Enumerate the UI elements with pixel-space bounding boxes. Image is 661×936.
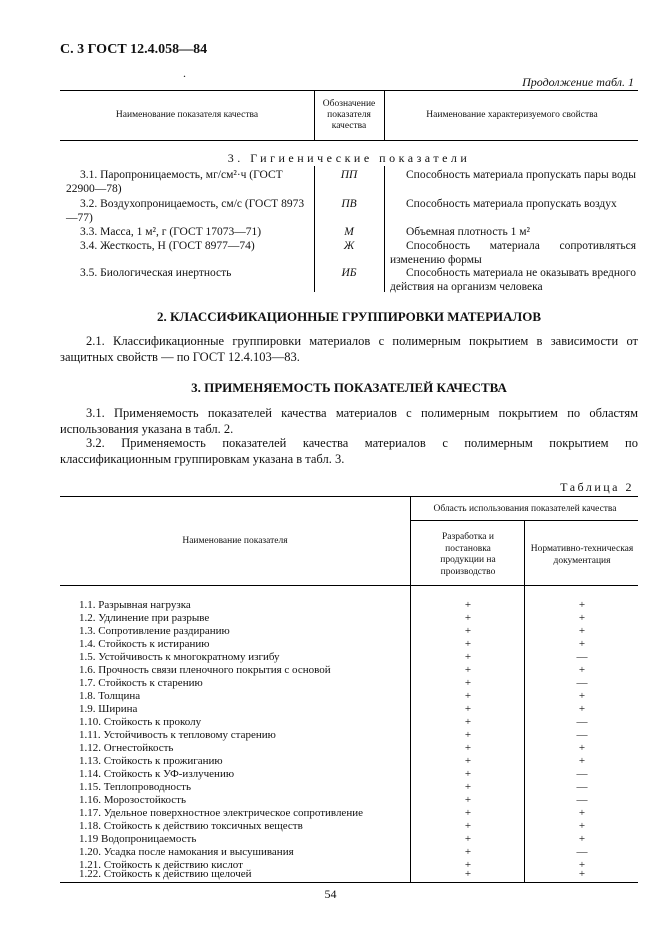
table2-row: [60, 664, 638, 677]
table2-row: [60, 794, 638, 807]
row-name: 1.14. Стойкость к УФ-излучению: [79, 768, 235, 780]
table2-row: [60, 781, 638, 794]
row-doc-value: +: [578, 638, 586, 650]
row-name: 1.20. Усадка после намокания и высушивания: [79, 846, 294, 858]
t1-row2-name: 3.2. Воздухопроницаемость, см/с (ГОСТ 8973—77): [66, 198, 305, 224]
row-doc-value: +: [578, 625, 586, 637]
table2-header-area: Область использования показателей качества: [433, 504, 617, 514]
row-doc-value: +: [578, 833, 586, 845]
row-dev-value: +: [464, 868, 472, 880]
t1-row1-code: ПП: [340, 169, 358, 181]
stray-dot: .: [183, 66, 186, 80]
row-doc-value: +: [578, 703, 586, 715]
t1-row4-name: 3.4. Жесткость, Н (ГОСТ 8977—74): [80, 240, 255, 252]
row-doc-value: —: [576, 768, 588, 780]
page-header: С. 3 ГОСТ 12.4.058—84: [60, 42, 208, 57]
row-name: 1.15. Теплопроводность: [79, 781, 191, 793]
row-dev-value: +: [464, 625, 472, 637]
row-dev-value: +: [464, 768, 472, 780]
section3-paragraph-2: 3.2. Применяемость показателей качества материалов с полимерным покрытием по классификационным группировкам указана в табл. 3.: [60, 436, 638, 466]
table2-header-doc: Нормативно-техническая документация: [530, 544, 634, 566]
row-dev-value: +: [464, 651, 472, 663]
row-name: 1.17. Удельное поверхностное электрическое сопротивление: [79, 807, 363, 819]
t1-row5-name: 3.5. Биологическая инертность: [80, 267, 232, 279]
table2-header-name: Наименование показателя: [182, 536, 288, 546]
table1-section-title: 3. Гигиенические показатели: [227, 151, 471, 165]
row-name: 1.2. Удлинение при разрыве: [79, 612, 210, 624]
section2-heading: 2. КЛАССИФИКАЦИОННЫЕ ГРУППИРОВКИ МАТЕРИАЛОВ: [156, 309, 542, 324]
row-name: 1.8. Толщина: [79, 690, 141, 702]
row-dev-value: +: [464, 716, 472, 728]
row-dev-value: +: [464, 846, 472, 858]
table2-header-dev: Разработка и постановка продукции на производство: [440, 532, 496, 577]
row-doc-value: +: [578, 612, 586, 624]
t1-row5-code: ИБ: [341, 267, 357, 279]
row-doc-value: +: [578, 664, 586, 676]
t1-row2-code: ПВ: [341, 198, 357, 210]
row-doc-value: —: [576, 651, 588, 663]
row-doc-value: —: [576, 846, 588, 858]
table1-header-property: Наименование характеризуемого свойства: [426, 110, 598, 120]
t1-row2-property: Способность материала пропускать воздух: [406, 198, 617, 210]
table2-row: [60, 690, 638, 703]
row-dev-value: +: [464, 807, 472, 819]
row-name: 1.16. Морозостойкость: [79, 794, 187, 806]
row-dev-value: +: [464, 612, 472, 624]
t1-row3-property: Объемная плотность 1 м²: [406, 226, 530, 238]
table2-row: [60, 768, 638, 781]
table2-row: [60, 807, 638, 820]
table2-top-rule: [60, 496, 638, 497]
table2-row: [60, 868, 638, 881]
row-doc-value: +: [578, 868, 586, 880]
row-doc-value: +: [578, 755, 586, 767]
row-doc-value: —: [576, 677, 588, 689]
row-name: 1.19 Водопроницаемость: [79, 833, 197, 845]
table1-divider-2: [384, 90, 385, 140]
row-name: 1.10. Стойкость к проколу: [79, 716, 202, 728]
row-doc-value: —: [576, 729, 588, 741]
row-doc-value: +: [578, 690, 586, 702]
row-doc-value: —: [576, 781, 588, 793]
row-name: 1.22. Стойкость к действию щелочей: [79, 868, 252, 880]
row-doc-value: +: [578, 742, 586, 754]
t1-row3-name: 3.3. Масса, 1 м², г (ГОСТ 17073—71): [80, 226, 262, 238]
row-dev-value: +: [464, 638, 472, 650]
row-dev-value: +: [464, 755, 472, 767]
row-name: 1.5. Устойчивость к многократному изгибу: [79, 651, 280, 663]
row-name: 1.11. Устойчивость к тепловому старению: [79, 729, 276, 741]
row-dev-value: +: [464, 664, 472, 676]
row-doc-value: —: [576, 716, 588, 728]
row-name: 1.3. Сопротивление раздиранию: [79, 625, 230, 637]
row-dev-value: +: [464, 781, 472, 793]
table1-divider-2-body: [384, 166, 385, 292]
row-name: 1.13. Стойкость к прожиганию: [79, 755, 223, 767]
table1-continuation-label: Продолжение табл. 1: [522, 75, 634, 89]
table2-caption: Таблица 2: [560, 480, 634, 494]
t1-row1-property: Способность материала пропускать пары воды: [406, 169, 636, 181]
page-number: 54: [324, 887, 337, 901]
table2-row: [60, 820, 638, 833]
row-name: 1.1. Разрывная нагрузка: [79, 599, 191, 611]
t1-row1-name: 3.1. Паропроницаемость, мг/см²·ч (ГОСТ 22900—78): [66, 169, 283, 195]
row-name: 1.7. Стойкость к старению: [79, 677, 203, 689]
section3-heading: 3. ПРИМЕНЯЕМОСТЬ ПОКАЗАТЕЛЕЙ КАЧЕСТВА: [191, 380, 507, 395]
table1-header-code: Обозначение показателя качества: [322, 99, 376, 131]
table2-row: [60, 716, 638, 729]
table2-row: [60, 612, 638, 625]
row-doc-value: +: [578, 599, 586, 611]
table2-header-rule: [60, 585, 638, 586]
t1-row4-code: Ж: [343, 240, 355, 252]
table2-row: [60, 651, 638, 664]
row-name: 1.9. Ширина: [79, 703, 138, 715]
section2-paragraph: 2.1. Классификационные группировки материалов с полимерным покрытием в зависимости от защитных свойств — по ГОСТ 12.4.103—83.: [60, 334, 638, 364]
row-dev-value: +: [464, 833, 472, 845]
row-doc-value: —: [576, 794, 588, 806]
table2-row: [60, 638, 638, 651]
row-dev-value: +: [464, 729, 472, 741]
table2-row: [60, 846, 638, 859]
row-name: 1.12. Огнестойкость: [79, 742, 174, 754]
table2-row: [60, 833, 638, 846]
row-dev-value: +: [464, 794, 472, 806]
table1-top-rule: [60, 90, 638, 91]
table1-header-rule: [60, 140, 638, 141]
t1-row4-property: Способность материала сопротивляться изменению формы: [390, 240, 636, 266]
section3-paragraph-1: 3.1. Применяемость показателей качества материалов с полимерным покрытием по областям использования указана в табл. 2.: [60, 406, 638, 436]
row-name: 1.21. Стойкость к действию кислот: [79, 859, 243, 871]
table2-row: [60, 703, 638, 716]
table2-row: [60, 755, 638, 768]
row-name: 1.6. Прочность связи пленочного покрытия с основой: [79, 664, 331, 676]
row-dev-value: +: [464, 742, 472, 754]
row-dev-value: +: [464, 859, 472, 871]
table2-row: [60, 742, 638, 755]
row-doc-value: +: [578, 807, 586, 819]
row-dev-value: +: [464, 820, 472, 832]
row-dev-value: +: [464, 599, 472, 611]
table1-divider-1-body: [314, 166, 315, 292]
row-doc-value: +: [578, 859, 586, 871]
row-dev-value: +: [464, 677, 472, 689]
row-doc-value: +: [578, 820, 586, 832]
table2-row: [60, 599, 638, 612]
t1-row5-property: Способность материала не оказывать вредного действия на организм человека: [390, 267, 636, 293]
row-name: 1.4. Стойкость к истиранию: [79, 638, 210, 650]
table1-header-name: Наименование показателя качества: [115, 110, 259, 120]
table1-divider-1: [314, 90, 315, 140]
table2-bottom-rule: [60, 882, 638, 883]
table2-row: [60, 677, 638, 690]
table2-row: [60, 625, 638, 638]
t1-row3-code: М: [344, 226, 354, 238]
row-dev-value: +: [464, 690, 472, 702]
row-dev-value: +: [464, 703, 472, 715]
row-name: 1.18. Стойкость к действию токсичных веществ: [79, 820, 303, 832]
table2-row: [60, 729, 638, 742]
